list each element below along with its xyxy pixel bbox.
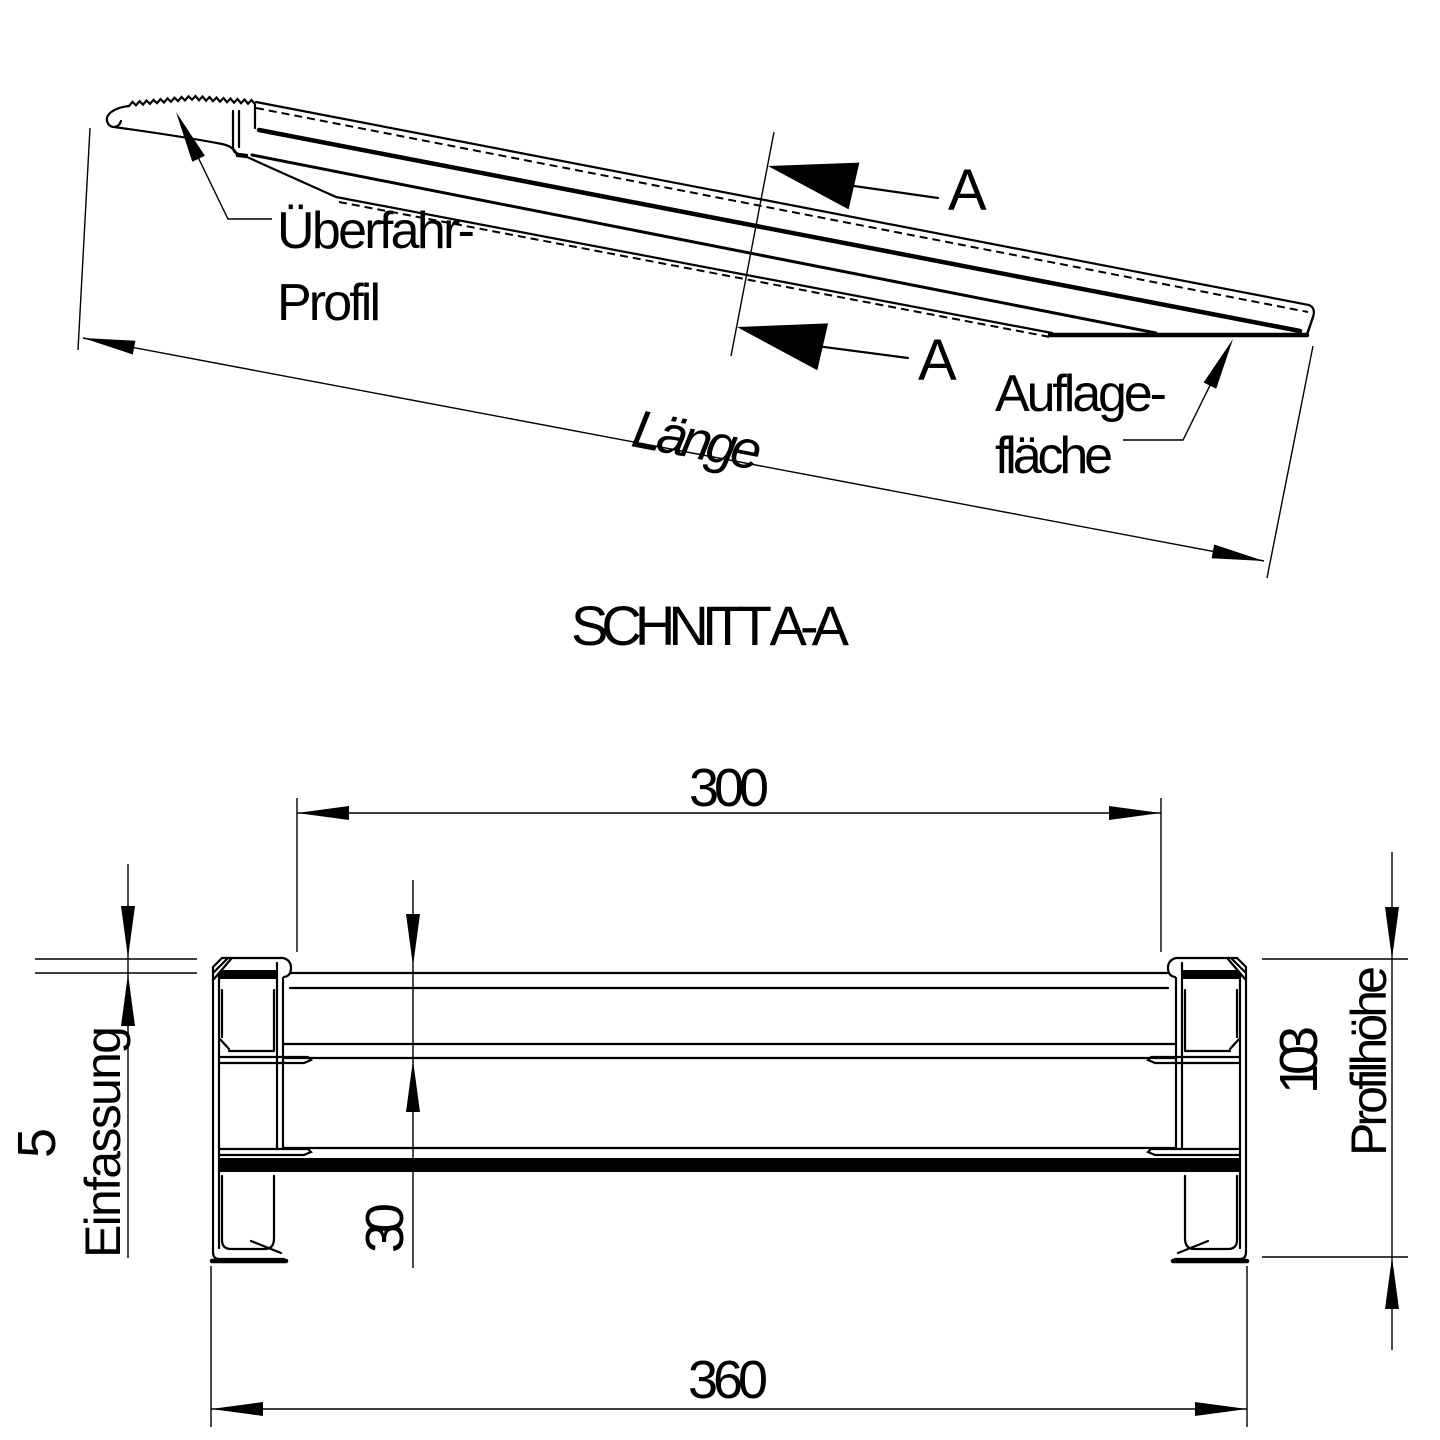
dim-bottom-width (211, 1266, 1247, 1427)
overrun-profile-label-line1: Überfahr- (277, 202, 475, 260)
dim5-value: 5 (7, 1127, 67, 1159)
dim30-arrow-bottom (406, 1060, 420, 1112)
length-arrow-right (1212, 545, 1264, 562)
end-cap-right (1148, 958, 1247, 1261)
length-label: Länge (627, 398, 767, 483)
dim360-value: 360 (688, 1350, 768, 1410)
deck-bottom-plate-band (219, 1158, 1240, 1172)
bearing-leader-arrow (1204, 339, 1233, 389)
dim103-value: 103 (1269, 1026, 1329, 1094)
bearing-surface-label-line1: Auflage- (995, 365, 1167, 423)
deck-plates (283, 973, 1176, 1148)
nose-serration (129, 96, 255, 106)
section-view (7, 758, 1408, 1427)
bearing-surface-callout (995, 339, 1233, 485)
dim300-arrow-right (1109, 806, 1161, 820)
dim300-lines (297, 798, 1161, 952)
length-arrow-left (83, 338, 135, 355)
bearing-surface-label-line2: fläche (995, 427, 1113, 485)
dim103-arrow-bottom (1385, 1257, 1399, 1309)
dim-edging (7, 864, 197, 1258)
dim300-value: 300 (689, 758, 769, 818)
length-ext-lines (78, 128, 1313, 578)
dim5-arrow-top (121, 906, 135, 958)
dim30-value: 30 (355, 1203, 415, 1253)
nose-outline (107, 105, 255, 157)
profile-height-label: Profilhöhe (1341, 966, 1397, 1156)
ramp-end-face (1307, 317, 1313, 335)
dim-rib-depth (355, 880, 420, 1268)
edging-label: Einfassung (75, 1026, 131, 1258)
side-view (78, 96, 1314, 578)
section-marker-upper: A (948, 158, 987, 223)
cap-outline (213, 958, 311, 1259)
dim103-arrow-top (1385, 907, 1399, 959)
cap-flange-band (220, 970, 277, 979)
overrun-profile-label-line2: Profil (277, 274, 381, 332)
section-title: SCHNITT A-A (571, 594, 849, 657)
dim360-arrow-left (211, 1402, 263, 1416)
dim-profile-height (1262, 852, 1408, 1350)
dim-top-width (297, 758, 1161, 952)
dim5-arrow-bottom (121, 974, 135, 1026)
section-cut-line (731, 132, 774, 356)
end-cap-left (212, 958, 311, 1261)
length-dimension (78, 128, 1313, 578)
overrun-leader (180, 120, 272, 219)
section-arrow-lower (737, 323, 828, 370)
section-marker-lower: A (918, 328, 957, 393)
dim300-arrow-left (297, 806, 349, 820)
dim30-arrow-top (406, 914, 420, 966)
section-arrow-lower-tail (823, 347, 908, 358)
dim360-arrow-right (1195, 1402, 1247, 1416)
section-arrow-upper-tail (854, 186, 938, 198)
